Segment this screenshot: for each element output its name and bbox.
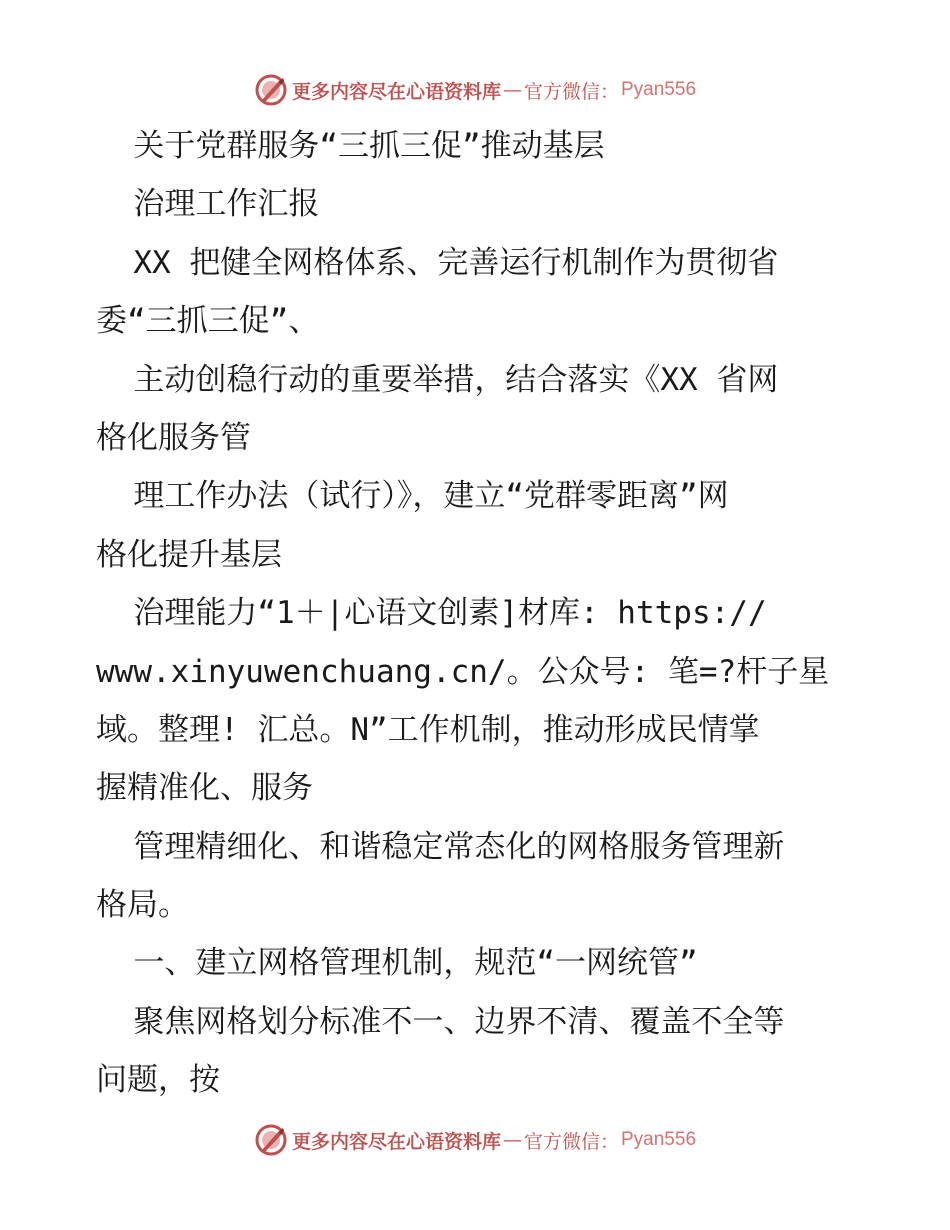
body-line: 一、建立网格管理机制，规范“一网统管” [96, 945, 698, 982]
header-dash: — [502, 79, 522, 101]
body-line: 聚焦网格划分标准不一、边界不清、覆盖不全等 [96, 1003, 785, 1040]
footer-wechat-label: 官方微信： [523, 1130, 619, 1153]
header-wechat-id: Pyan556 [621, 79, 697, 100]
footer-wechat-id: Pyan556 [621, 1129, 697, 1150]
body-line: 格局。 [96, 887, 189, 924]
footer-watermark [0, 1120, 950, 1160]
header-site-name: 更多内容尽在心语资料库 [291, 80, 501, 103]
body-line: 治理能力“1＋|心语文创素]材库: https:// [96, 595, 767, 632]
body-line: 问题，按 [96, 1062, 220, 1099]
body-line: 关于党群服务“三抓三促”推动基层 [96, 128, 605, 164]
body-line: www.xinyuwenchuang.cn/。公众号: 笔=?杆子星 [96, 653, 830, 690]
header-wechat-label: 官方微信： [523, 80, 619, 103]
body-line: 委“三抓三促”、 [96, 303, 320, 340]
body-line: XX 把健全网格体系、完善运行机制作为贯彻省 [96, 244, 779, 281]
body-line: 主动创稳行动的重要举措，结合落实《XX 省网 [96, 361, 779, 398]
body-line: 握精准化、服务 [96, 770, 313, 807]
footer-site-name: 更多内容尽在心语资料库 [291, 1130, 501, 1153]
body-line: 理工作办法（试行）》，建立“党群零距离”网 [96, 478, 729, 515]
body-line: 域。整理! 汇总。N”工作机制，推动形成民情掌 [96, 711, 760, 748]
pen-nib-logo-icon [254, 73, 288, 107]
body-line: 管理精细化、和谐稳定常态化的网格服务管理新 [96, 828, 785, 865]
document-body [96, 117, 856, 1110]
footer-dash: — [502, 1129, 522, 1151]
body-line: 格化提升基层 [96, 536, 282, 573]
body-line: 格化服务管 [96, 419, 251, 456]
pen-nib-logo-icon [254, 1123, 288, 1157]
body-line: 治理工作汇报 [96, 186, 320, 223]
header-watermark [0, 70, 950, 110]
